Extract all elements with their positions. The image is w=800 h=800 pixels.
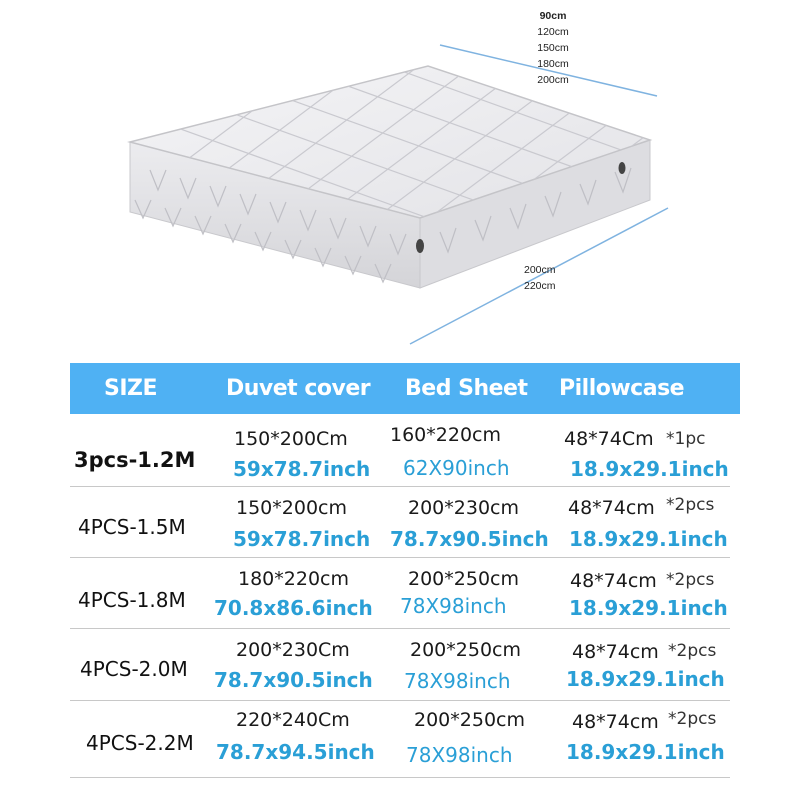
pillow-cm: 48*74cm (570, 570, 657, 592)
pillow-cm: 48*74cm (572, 641, 659, 663)
pillow-inch: 18.9x29.1inch (566, 667, 725, 691)
duvet-inch: 70.8x86.6inch (214, 596, 373, 620)
duvet-cm: 150*200Cm (234, 428, 348, 450)
pillow-inch: 18.9x29.1inch (569, 596, 728, 620)
length-option: 220cm (524, 280, 556, 292)
row-size-label: 4PCS-2.2M (86, 731, 194, 755)
sheet-cm: 200*230cm (408, 497, 519, 519)
mattress-illustration (0, 0, 800, 350)
sheet-cm: 200*250cm (414, 709, 525, 731)
header-duvet-cover: Duvet cover (226, 376, 371, 401)
pillow-inch: 18.9x29.1inch (566, 740, 725, 764)
pillow-quantity: *2pcs (666, 570, 715, 590)
table-row (70, 487, 740, 557)
row-size-label: 3pcs-1.2M (74, 448, 196, 472)
width-option: 90cm (539, 10, 567, 22)
duvet-inch: 59x78.7inch (233, 457, 371, 481)
sheet-cm: 200*250cm (410, 639, 521, 661)
duvet-cm: 220*240Cm (236, 709, 350, 731)
pillow-cm: 48*74cm (568, 497, 655, 519)
length-dimensions (524, 262, 574, 294)
pillow-inch: 18.9x29.1inch (570, 457, 729, 481)
pillow-cm: 48*74Cm (564, 428, 654, 450)
pillow-quantity: *1pc (666, 429, 706, 449)
duvet-cm: 150*200cm (236, 497, 347, 519)
duvet-inch: 78.7x90.5inch (214, 668, 373, 692)
width-option: 200cm (537, 74, 569, 86)
duvet-cm: 200*230Cm (236, 639, 350, 661)
duvet-cm: 180*220cm (238, 568, 349, 590)
mattress-image (0, 0, 800, 350)
mattress-handle (619, 162, 626, 174)
length-option: 200cm (524, 264, 556, 276)
duvet-inch: 78.7x94.5inch (216, 740, 375, 764)
sheet-inch: 78.7x90.5inch (390, 527, 549, 551)
header-size: SIZE (104, 376, 158, 401)
width-option: 150cm (537, 42, 569, 54)
width-option: 180cm (537, 58, 569, 70)
pillow-quantity: *2pcs (668, 641, 717, 661)
width-dimensions (528, 8, 578, 88)
pillow-quantity: *2pcs (666, 495, 715, 515)
header-bed-sheet: Bed Sheet (405, 376, 528, 401)
table-row (70, 701, 740, 773)
row-size-label: 4PCS-2.0M (80, 657, 188, 681)
mattress-handle (416, 239, 424, 253)
sheet-cm: 200*250cm (408, 568, 519, 590)
row-divider (70, 777, 730, 778)
pillow-quantity: *2pcs (668, 709, 717, 729)
sheet-inch: 78X98inch (406, 743, 513, 767)
sheet-cm: 160*220cm (390, 424, 501, 446)
table-row (70, 414, 740, 484)
row-size-label: 4PCS-1.5M (78, 515, 186, 539)
sheet-inch: 78X98inch (404, 669, 511, 693)
pillow-cm: 48*74cm (572, 711, 659, 733)
width-option: 120cm (537, 26, 569, 38)
sheet-inch: 62X90inch (403, 456, 510, 480)
header-pillowcase: Pillowcase (559, 376, 685, 401)
table-header (70, 363, 740, 414)
table-row (70, 558, 740, 628)
table-row (70, 629, 740, 699)
row-size-label: 4PCS-1.8M (78, 588, 186, 612)
sheet-inch: 78X98inch (400, 594, 507, 618)
duvet-inch: 59x78.7inch (233, 527, 371, 551)
pillow-inch: 18.9x29.1inch (569, 527, 728, 551)
